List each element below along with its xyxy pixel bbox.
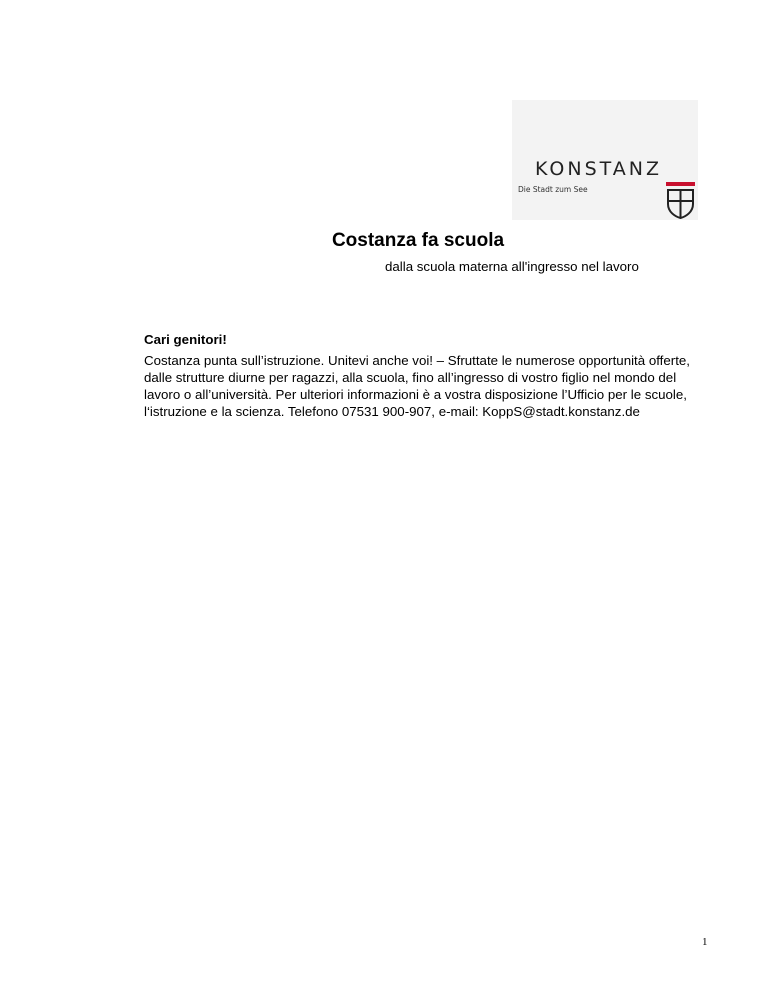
- body-line: Costanza punta sull’istruzione. Unitevi anche voi! – Sfruttate le numerose opportunità offerte,: [144, 353, 690, 368]
- logo-wordmark: KONSTANZ: [535, 158, 663, 180]
- page-subtitle: dalla scuola materna all'ingresso nel lavoro: [385, 259, 639, 274]
- city-logo: [512, 100, 698, 220]
- body-line: l‘istruzione e la scienza. Telefono 07531 900-907, e-mail: KoppS@stadt.konstanz.de: [144, 404, 640, 419]
- shield-cross-icon: [666, 189, 695, 219]
- page-number: 1: [702, 936, 708, 948]
- logo-accent-bar: [666, 182, 695, 186]
- logo-tagline: Die Stadt zum See: [518, 185, 588, 194]
- letter-greeting: Cari genitori!: [144, 332, 227, 347]
- page-title: Costanza fa scuola: [331, 230, 505, 251]
- letter-body: [144, 352, 704, 420]
- body-line: dalle strutture diurne per ragazzi, alla scuola, fino all’ingresso di vostro figlio nel mondo del: [144, 370, 677, 385]
- body-line: lavoro o all’università. Per ulteriori informazioni è a vostra disposizione l’Ufficio per le scuole,: [144, 387, 687, 402]
